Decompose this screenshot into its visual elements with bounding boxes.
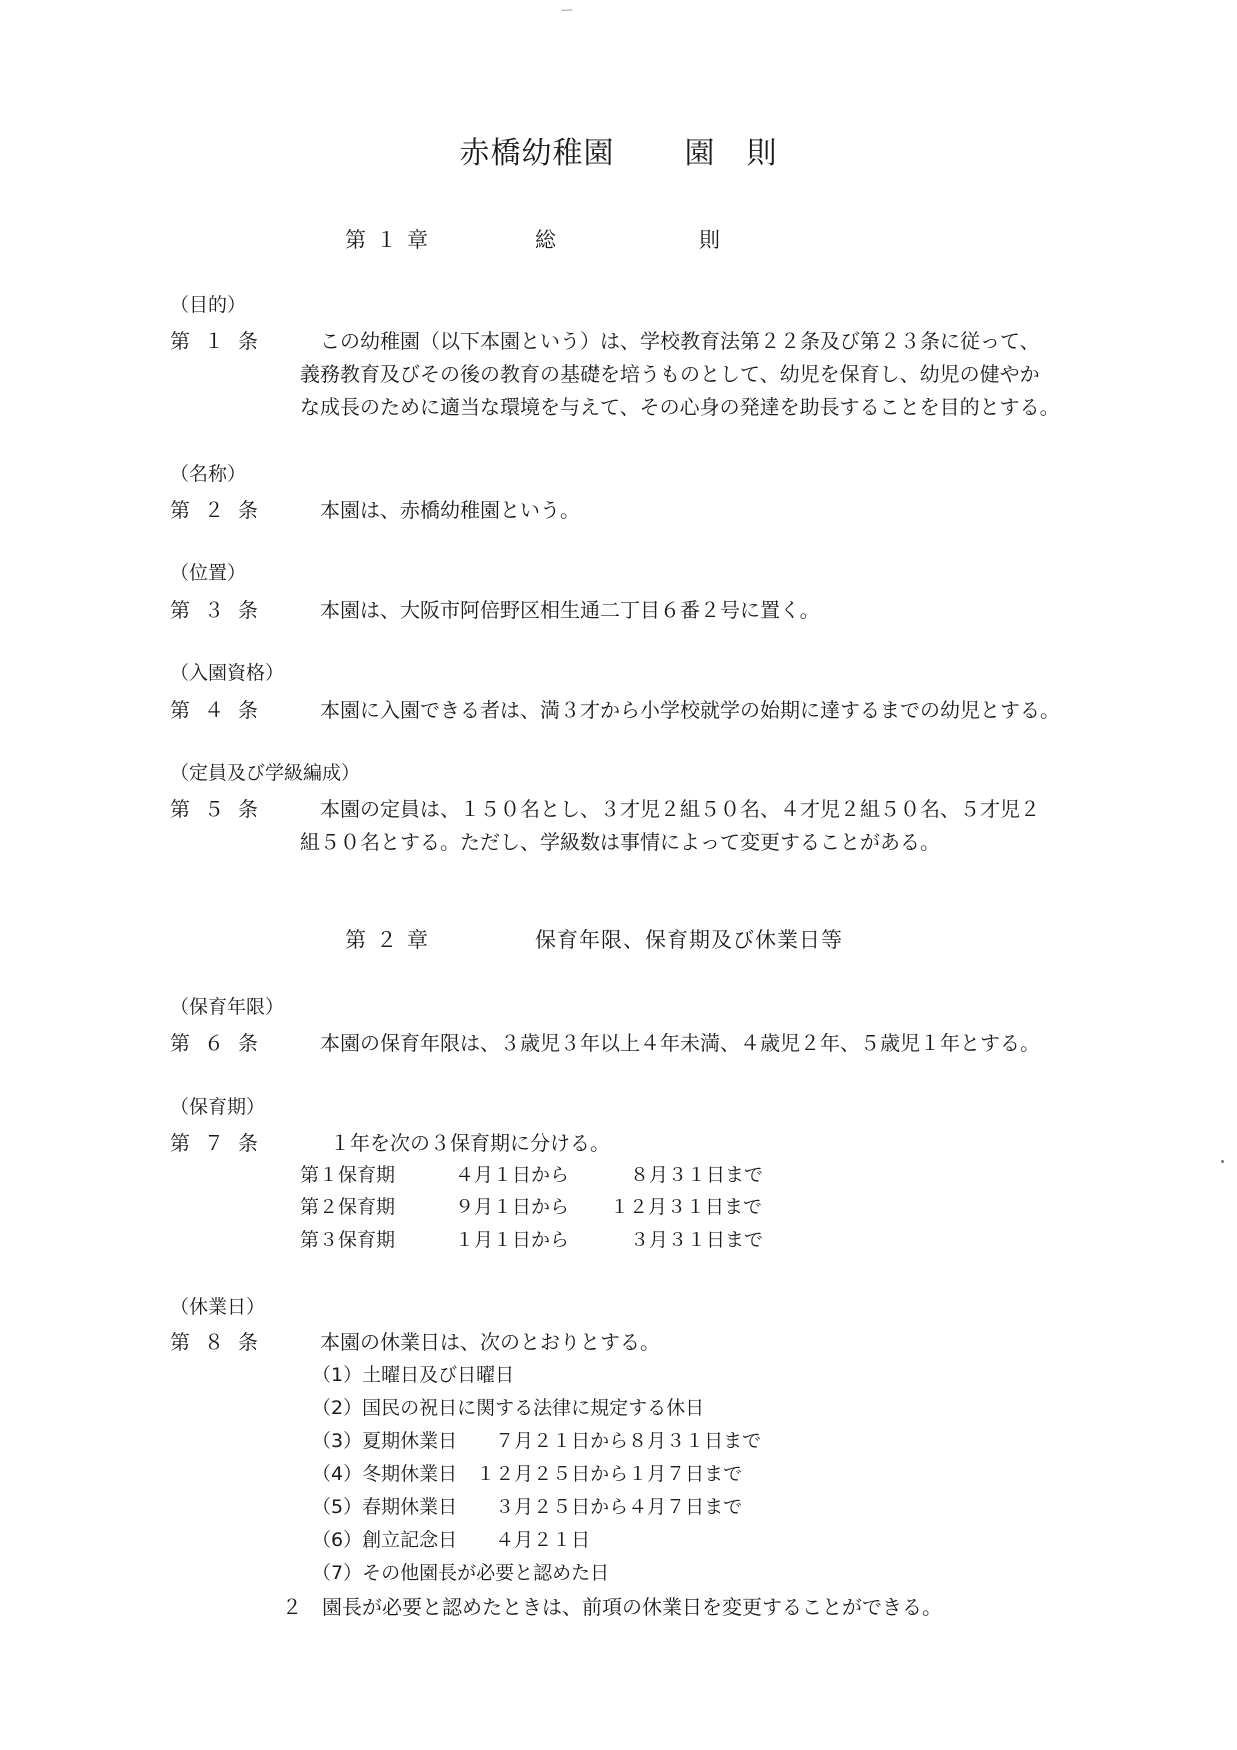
holiday-item: （6）創立記念日 ４月２１日: [312, 1529, 591, 1551]
article-1-line-3: な成長のために適当な環境を与えて、その心身の発達を助長することを目的とする。: [300, 395, 1060, 419]
article-2-text: 本園は、赤橋幼稚園という。: [320, 498, 580, 522]
article-2-number: 第２条: [170, 498, 272, 522]
period-name: 第１保育期: [300, 1164, 396, 1186]
article-3-text: 本園は、大阪市阿倍野区相生通二丁目６番２号に置く。: [320, 598, 820, 622]
period-row: [300, 1160, 763, 1187]
article-7-line: [170, 1127, 610, 1156]
article-6-text: 本園の保育年限は、３歳児３年以上４年未満、４歳児２年、５歳児１年とする。: [320, 1031, 1040, 1055]
period-from: １月１日から: [455, 1229, 570, 1251]
article-3-number: 第３条: [170, 598, 272, 622]
article-4-line: [170, 694, 1060, 723]
article-1-number: 第１条: [170, 329, 272, 353]
holiday-item: （5）春期休業日 ３月２５日から４月７日まで: [312, 1496, 743, 1518]
article-6-number: 第６条: [170, 1031, 272, 1055]
period-to: ３月３１日まで: [630, 1229, 764, 1251]
chapter-1-label: 第１章: [345, 228, 438, 252]
article-8-heading: （休業日）: [170, 1296, 266, 1318]
chapter-1-heading: [345, 224, 740, 254]
period-to: ８月３１日まで: [630, 1164, 764, 1186]
article-7-heading: （保育期）: [170, 1096, 266, 1118]
article-1-heading: （目的）: [170, 294, 247, 316]
title-rules: 園 則: [684, 136, 778, 171]
holiday-item: （1）土曜日及び日曜日: [312, 1364, 515, 1386]
article-1-line-2: 義務教育及びその後の教育の基礎を培うものとして、幼児を保育し、幼児の健やか: [300, 362, 1040, 386]
article-1-line-1: [170, 325, 1040, 354]
article-5-line-2: 組５０名とする。ただし、学級数は事情によって変更することがある。: [300, 830, 940, 854]
period-from: ９月１日から: [455, 1196, 570, 1218]
article-2-heading: （名称）: [170, 463, 247, 485]
article-4-heading: （入園資格）: [170, 662, 285, 684]
article-7-text: １年を次の３保育期に分ける。: [330, 1131, 610, 1155]
document-title: [0, 128, 1237, 172]
article-3-line: [170, 594, 820, 623]
chapter-2-heading: [345, 924, 843, 954]
article-6-line: [170, 1027, 1040, 1056]
scan-mark: ー: [560, 3, 574, 19]
article-8-line: [170, 1326, 660, 1355]
article-8-number: 第８条: [170, 1330, 272, 1354]
article-8-paragraph-2: ２ 園長が必要と認めたときは、前項の休業日を変更することができる。: [282, 1595, 942, 1619]
holiday-item: （2）国民の祝日に関する法律に規定する休日: [312, 1397, 705, 1419]
article-2-line: [170, 494, 580, 523]
period-name: 第３保育期: [300, 1229, 396, 1251]
article-5-number: 第５条: [170, 797, 272, 821]
period-from: ４月１日から: [455, 1164, 570, 1186]
period-name: 第２保育期: [300, 1196, 396, 1218]
scan-speck: [1221, 1160, 1224, 1163]
holiday-item: （3）夏期休業日 ７月２１日から８月３１日まで: [312, 1430, 762, 1452]
chapter-1-title: 総 則: [535, 228, 740, 252]
period-to: １２月３１日まで: [610, 1196, 763, 1218]
article-4-number: 第４条: [170, 698, 272, 722]
article-5-line-1: [170, 793, 1040, 822]
article-3-heading: （位置）: [170, 562, 247, 584]
period-row: [300, 1192, 762, 1219]
article-1-text-1: この幼稚園（以下本園という）は、学校教育法第２２条及び第２３条に従って、: [320, 329, 1040, 353]
article-5-heading: （定員及び学級編成）: [170, 762, 361, 784]
chapter-2-title: 保育年限、保育期及び休業日等: [535, 928, 843, 952]
article-6-heading: （保育年限）: [170, 996, 285, 1018]
article-5-text-1: 本園の定員は、１５０名とし、３才児２組５０名、４才児２組５０名、５才児２: [320, 797, 1040, 821]
article-8-text: 本園の休業日は、次のとおりとする。: [320, 1330, 660, 1354]
holiday-item: （4）冬期休業日 １２月２５日から１月７日まで: [312, 1463, 743, 1485]
period-row: [300, 1225, 763, 1252]
chapter-2-label: 第２章: [345, 928, 438, 952]
article-7-number: 第７条: [170, 1131, 272, 1155]
holiday-item: （7）その他園長が必要と認めた日: [312, 1562, 610, 1584]
article-4-text: 本園に入園できる者は、満３才から小学校就学の始期に達するまでの幼児とする。: [320, 698, 1060, 722]
title-school: 赤橋幼稚園: [459, 136, 615, 171]
